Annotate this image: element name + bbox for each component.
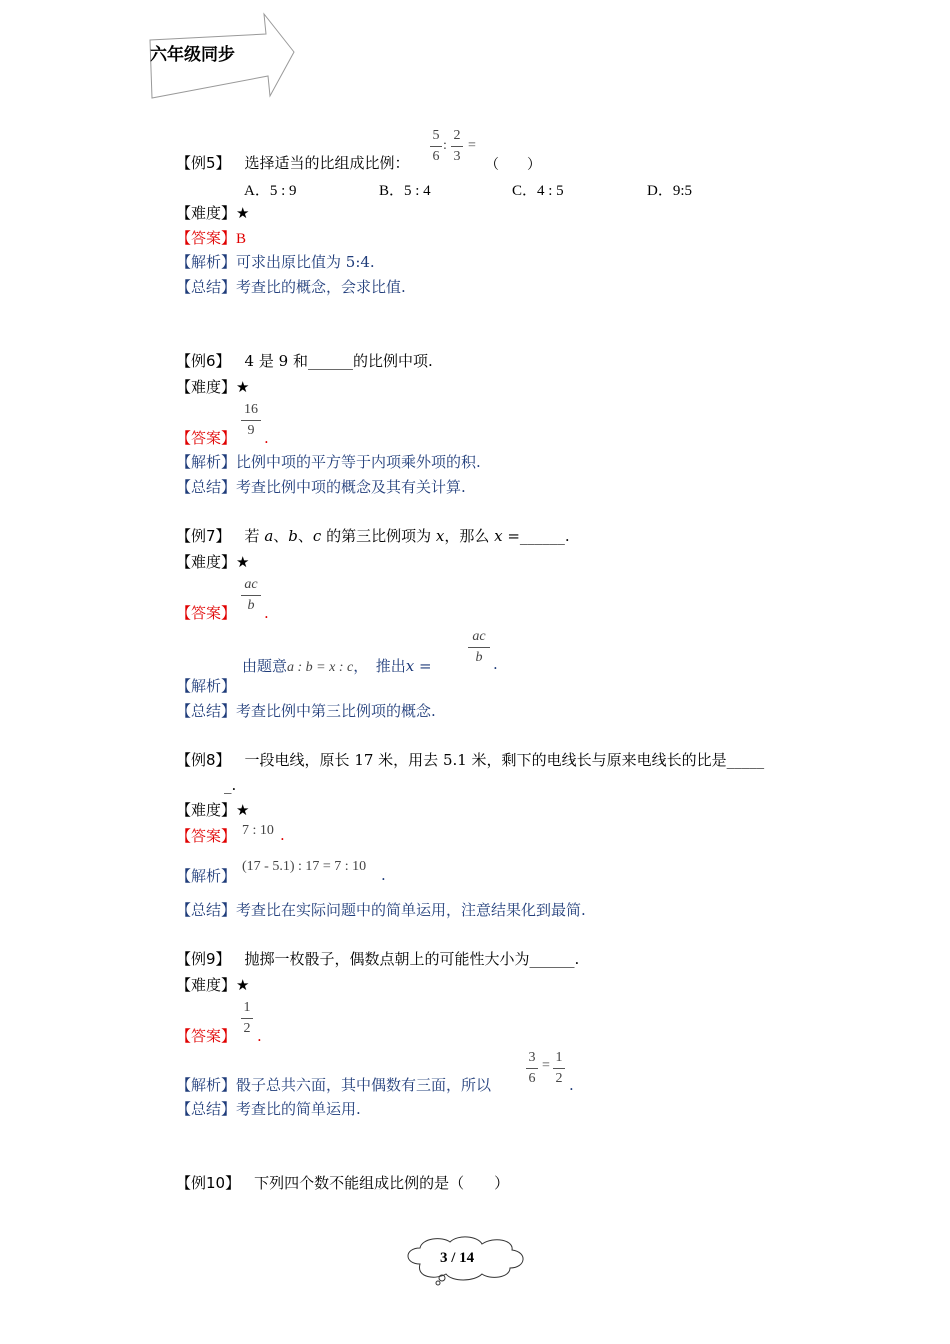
ex5-frac-2: 2 3	[451, 128, 463, 165]
ex8-difficulty-line	[176, 801, 249, 819]
ex6-answer-line	[176, 429, 236, 447]
difficulty-label: 【难度】	[176, 378, 237, 396]
ex9-analysis: 骰子总共六面，其中偶数有三面，所以	[236, 1076, 492, 1094]
ex6-tag: 【例6】	[176, 352, 231, 370]
ex7-sep-2: 、	[297, 527, 313, 545]
ex7-var-c: c	[312, 527, 322, 545]
ex7-question-mid2: ，那么	[444, 527, 495, 545]
ex10-question: 下列四个数不能组成比例的是（ ）	[254, 1174, 510, 1192]
ex6-question: 4 是 9 和______的比例中项.	[244, 352, 433, 370]
ex9-analysis-frac-2: 1 2	[553, 1050, 565, 1087]
analysis-label: 【解析】	[176, 253, 237, 271]
ex5-paren: （ ）	[485, 157, 541, 173]
answer-label: 【答案】	[176, 604, 237, 622]
ex9-analysis-eq: =	[542, 1058, 550, 1073]
ex8-question: 一段电线，原长 17 米，用去 5.1 米，剩下的电线长与原来电线长的比是_____	[244, 751, 765, 769]
analysis-label: 【解析】	[176, 867, 237, 885]
summary-label: 【总结】	[176, 901, 237, 919]
ex7-difficulty-line	[176, 553, 249, 571]
difficulty-label: 【难度】	[176, 976, 237, 994]
ex6-analysis: 比例中项的平方等于内项乘外项的积.	[236, 453, 481, 471]
ex7-analysis-pre: 由题意	[242, 657, 288, 675]
difficulty-label: 【难度】	[176, 204, 237, 222]
ex9-analysis-line	[176, 1076, 491, 1094]
ex7-var-a: a	[264, 527, 274, 545]
ex6-summary: 考查比例中项的概念及其有关计算.	[236, 478, 466, 496]
ex7-question-post: =______.	[502, 527, 570, 545]
page-number: 3 / 14	[440, 1250, 475, 1266]
summary-label: 【总结】	[176, 702, 237, 720]
ex7-analysis-math: a : b = x : c	[287, 660, 354, 675]
ex7-question-line	[176, 527, 570, 545]
ex8-summary-line	[176, 901, 586, 919]
ex6-difficulty-line	[176, 378, 249, 396]
ex8-summary: 考查比在实际问题中的简单运用，注意结果化到最简.	[236, 901, 586, 919]
ex5-summary-line	[176, 278, 406, 296]
ex9-answer-line	[176, 1027, 236, 1045]
difficulty-star: ★	[236, 553, 250, 571]
ex5-summary: 考查比的概念，会求比值.	[236, 278, 406, 296]
ex8-analysis-line	[176, 867, 236, 885]
ex7-summary-line	[176, 702, 436, 720]
ex6-question-line	[176, 352, 433, 370]
ex9-question: 抛掷一枚骰子，偶数点朝上的可能性大小为______.	[244, 950, 580, 968]
ex6-answer-frac: 16 9	[241, 402, 261, 439]
analysis-label: 【解析】	[176, 453, 237, 471]
ex8-answer-line	[176, 827, 236, 845]
ex9-analysis-suffix: .	[569, 1076, 574, 1094]
ex5-question-line	[176, 154, 410, 172]
summary-label: 【总结】	[176, 278, 237, 296]
ex6-answer-suffix: .	[264, 429, 269, 447]
ex7-analysis-suffix: .	[493, 655, 498, 673]
summary-label: 【总结】	[176, 478, 237, 496]
ex10-tag: 【例10】	[176, 1174, 241, 1192]
header-title: 六年级同步	[150, 45, 235, 65]
ex10-question-line	[176, 1174, 509, 1192]
ex8-question-cont: _.	[224, 776, 237, 794]
ex7-tag: 【例7】	[176, 527, 231, 545]
ex7-question-pre: 若	[244, 527, 265, 545]
ex9-summary-line	[176, 1100, 361, 1118]
ex5-difficulty-line	[176, 204, 249, 222]
ex7-analysis-line	[176, 677, 236, 695]
ex8-question-line	[176, 751, 764, 769]
ex9-tag: 【例9】	[176, 950, 231, 968]
ex7-sep-1: 、	[273, 527, 289, 545]
ex7-var-b: b	[288, 527, 298, 545]
ex7-answer-frac: ac b	[241, 577, 261, 614]
ex5-option-d: D．9:5	[647, 183, 693, 199]
difficulty-label: 【难度】	[176, 553, 237, 571]
ex7-question-mid: 的第三比例项为	[321, 527, 436, 545]
ex8-analysis: (17 - 5.1) : 17 = 7 : 10	[242, 859, 367, 874]
ex8-analysis-suffix: .	[381, 866, 386, 884]
ex5-option-b: B．5 : 4	[379, 183, 431, 199]
ex7-summary: 考查比例中第三比例项的概念.	[236, 702, 436, 720]
ex5-answer: B	[236, 231, 247, 247]
answer-label: 【答案】	[176, 229, 237, 247]
ex8-answer: 7 : 10	[242, 823, 274, 838]
ex5-analysis-line	[176, 253, 375, 271]
ex6-summary-line	[176, 478, 466, 496]
answer-label: 【答案】	[176, 1027, 237, 1045]
summary-label: 【总结】	[176, 1100, 237, 1118]
difficulty-label: 【难度】	[176, 801, 237, 819]
ex9-analysis-frac-1: 3 6	[526, 1050, 538, 1087]
ex7-analysis-mid: ， 推出	[353, 657, 406, 675]
ex7-answer-suffix: .	[264, 604, 269, 622]
ex5-equals: =	[468, 138, 476, 153]
ex9-difficulty-line	[176, 976, 249, 994]
difficulty-star: ★	[236, 801, 250, 819]
answer-label: 【答案】	[176, 827, 237, 845]
ex7-var-x: x	[435, 527, 445, 545]
ex7-var-x2: x	[494, 527, 503, 545]
difficulty-star: ★	[236, 378, 250, 396]
ex7-analysis-frac: ac b	[468, 629, 490, 666]
analysis-label: 【解析】	[176, 677, 237, 695]
ex5-answer-line	[176, 229, 246, 248]
ex5-frac-1: 5 6	[430, 128, 442, 165]
ex5-option-c: C．4 : 5	[512, 183, 564, 199]
ex8-answer-suffix: .	[280, 826, 285, 844]
ex8-tag: 【例8】	[176, 751, 231, 769]
ex7-analysis-x: x	[405, 657, 415, 675]
ex9-answer-suffix: .	[257, 1027, 262, 1045]
ex5-question: 选择适当的比组成比例：	[244, 154, 410, 172]
answer-label: 【答案】	[176, 429, 237, 447]
ex9-question-line	[176, 950, 579, 968]
ex5-option-a: A．5 : 9	[244, 183, 297, 199]
analysis-label: 【解析】	[176, 1076, 237, 1094]
ex5-colon: :	[443, 138, 447, 153]
ex6-analysis-line	[176, 453, 481, 471]
ex5-analysis: 可求出原比值为 5:4.	[236, 253, 375, 271]
ex5-tag: 【例5】	[176, 154, 231, 172]
ex7-answer-line	[176, 604, 236, 622]
ex7-analysis-eq: =	[414, 657, 432, 675]
difficulty-star: ★	[236, 976, 250, 994]
ex9-summary: 考查比的简单运用.	[236, 1100, 361, 1118]
ex7-analysis-text	[242, 655, 432, 676]
ex9-answer-frac: 1 2	[241, 1000, 253, 1037]
difficulty-star: ★	[236, 204, 250, 222]
